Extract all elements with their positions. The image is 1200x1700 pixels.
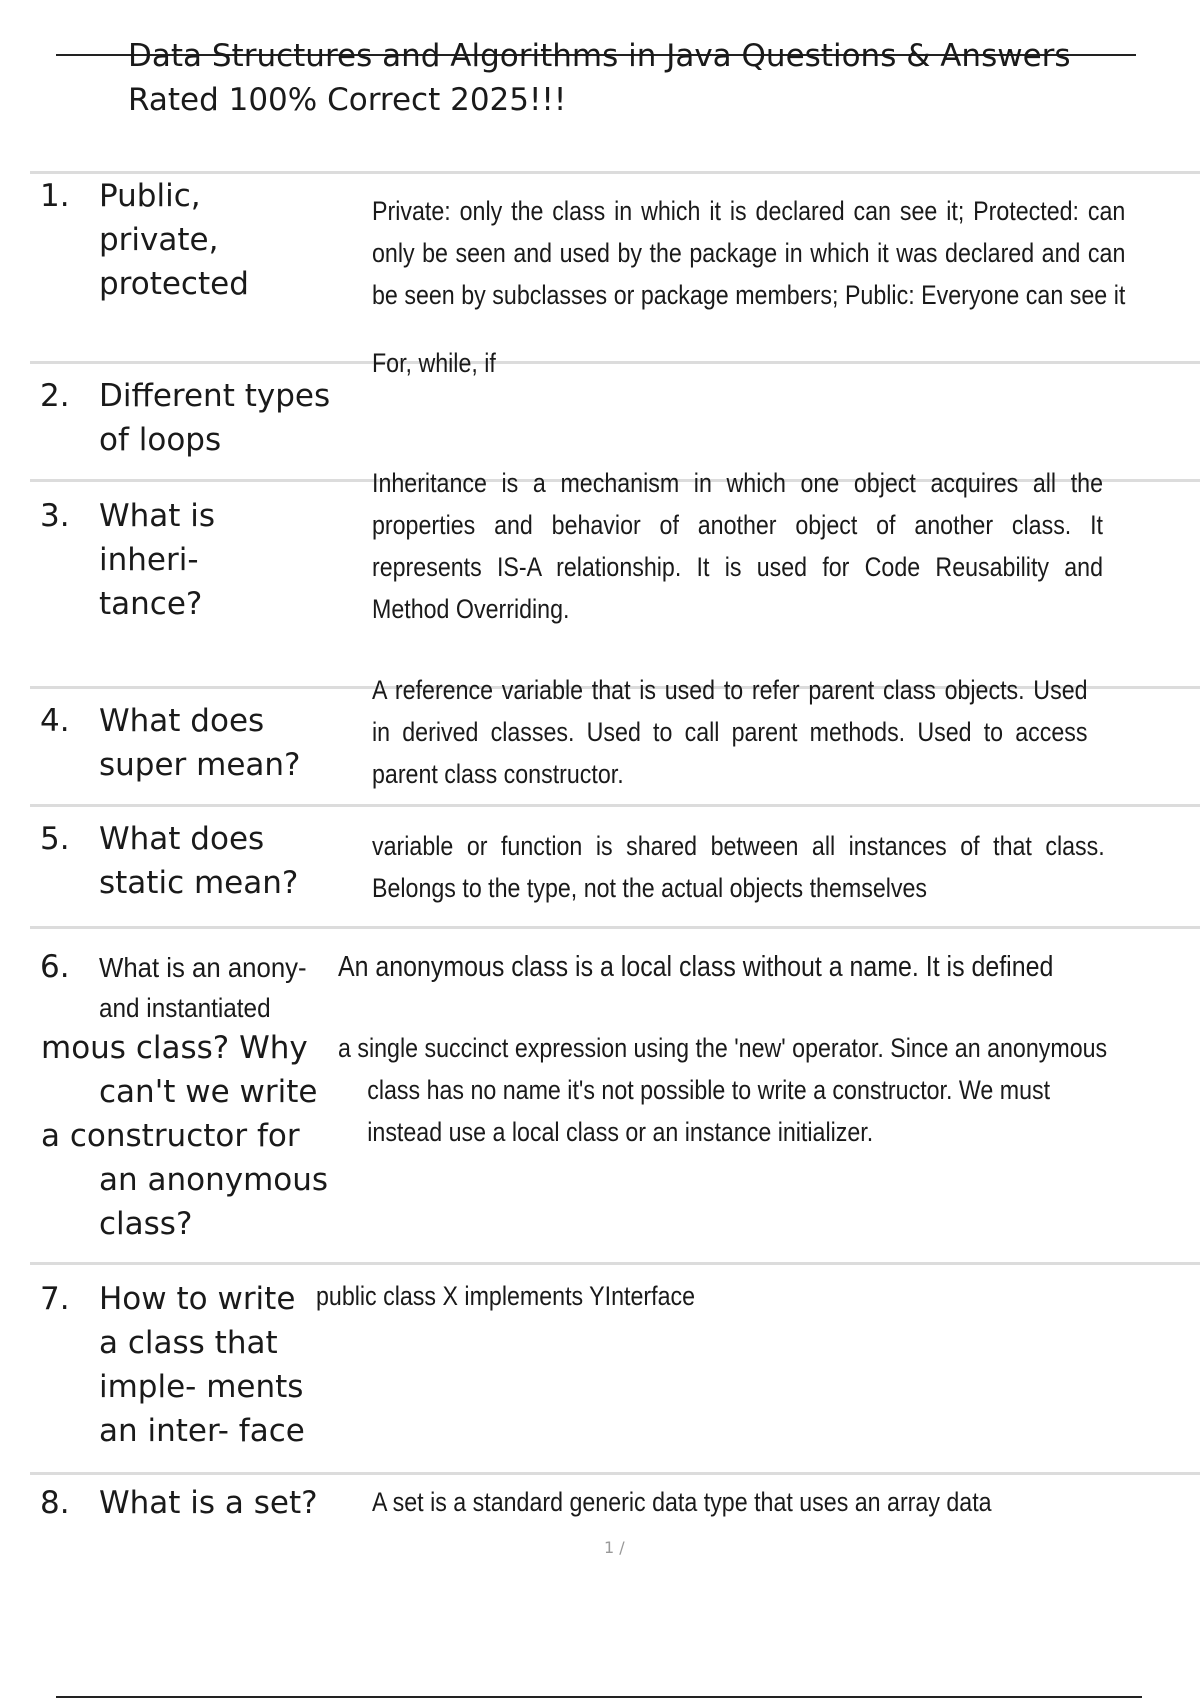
answer-line: properties and behavior of another object of another class. It [372,510,1103,540]
answer-line: parent class constructor. [372,759,624,789]
answer [372,190,1125,316]
title-line-1: Data Structures and Algorithms in Java Questions & Answers [128,38,1071,74]
answer-line: An anonymous class is a local class without a name. It is defined [338,951,1054,983]
answer-line: in derived classes. Used to call parent methods. Used to access [372,717,1088,747]
item-number: 2. [40,378,70,414]
answer [372,342,1125,384]
answer-line: variable or function is shared between all instances of that class. [372,831,1105,861]
item-number: 3. [40,498,70,534]
question-line: and instantiated [99,993,271,1023]
question [99,374,330,462]
question-line: inheri- [99,542,199,578]
question-line: private, [99,222,219,258]
document-title [128,34,1148,122]
question-line: a class that [99,1325,278,1361]
answer-line: A set is a standard generic data type that uses an array data [372,1487,992,1517]
question [99,817,298,905]
question-line: protected [99,266,249,302]
question [99,699,301,787]
question-line: tance? [99,586,203,622]
question [41,945,329,1246]
question-line: What does [99,821,265,857]
question-line: imple- ments [99,1369,304,1405]
question-line: an anonymous [99,1162,329,1198]
answer-line: A reference variable that is used to refer parent class objects. Used [372,675,1088,705]
answer-line: be seen by subclasses or package members; Public: Everyone can see it [372,280,1126,310]
answer [372,1481,1125,1523]
qa-item-1 [30,171,1200,364]
item-number: 8. [40,1485,70,1521]
item-number: 4. [40,703,70,739]
question [99,174,249,306]
question-line: What is [99,498,216,534]
question-line: static mean? [99,865,299,901]
qa-item-6 [30,926,1200,1265]
answer-line: instead use a local class or an instance initializer. [367,1117,874,1147]
qa-item-3 [30,468,1200,689]
question [99,1481,318,1525]
item-number: 5. [40,821,70,857]
answer [316,1275,918,1317]
title-line-2: Rated 100% Correct 2025!!! [128,82,567,118]
answer-line: Inheritance is a mechanism in which one object acquires all the [372,468,1103,498]
qa-item-8 [30,1472,1200,1535]
item-number: 1. [40,178,70,214]
answer-line: For, while, if [372,348,496,378]
answer-line: only be seen and used by the package in which it was declared and can [372,238,1126,268]
answer-line: Private: only the class in which it is declared can see it; Protected: can [372,196,1126,226]
item-number: 6. [40,949,70,985]
question-line: super mean? [99,747,301,783]
question-line: mous class? Why [41,1030,308,1066]
answer-line: Belongs to the type, not the actual objects themselves [372,873,928,903]
question-line: a constructor for [41,1118,300,1154]
question-line: can't we write [99,1074,318,1110]
page-number: 1 / [604,1538,625,1557]
qa-item-4 [30,675,1200,807]
question-line: What is an anony- [99,952,307,983]
answer-line: a single succinct expression using the 'new' operator. Since an anonymous [338,1033,1108,1063]
answer [372,462,1103,630]
item-number: 7. [40,1281,70,1317]
question [99,1277,305,1453]
answer-line: class has no name it's not possible to write a constructor. We must [367,1075,1051,1105]
question-line: class? [99,1206,193,1242]
question-line: of loops [99,422,222,458]
question [99,494,215,626]
question-line: an inter- face [99,1413,305,1449]
question-line: Different types [99,378,331,414]
qa-item-7 [30,1262,1200,1475]
question-line: What does [99,703,265,739]
bottom-rule [56,1696,1142,1698]
answer [372,825,1105,909]
answer [338,945,1108,1153]
answer-line: public class X implements YInterface [316,1281,696,1311]
question-line: What is a set? [99,1485,318,1521]
qa-item-5 [30,804,1200,929]
answer-line: Method Overriding. [372,594,570,624]
answer-line: represents IS-A relationship. It is used for Code Reusability and [372,552,1103,582]
answer [372,669,1088,795]
question-line: Public, [99,178,201,214]
question-line: How to write [99,1281,296,1317]
